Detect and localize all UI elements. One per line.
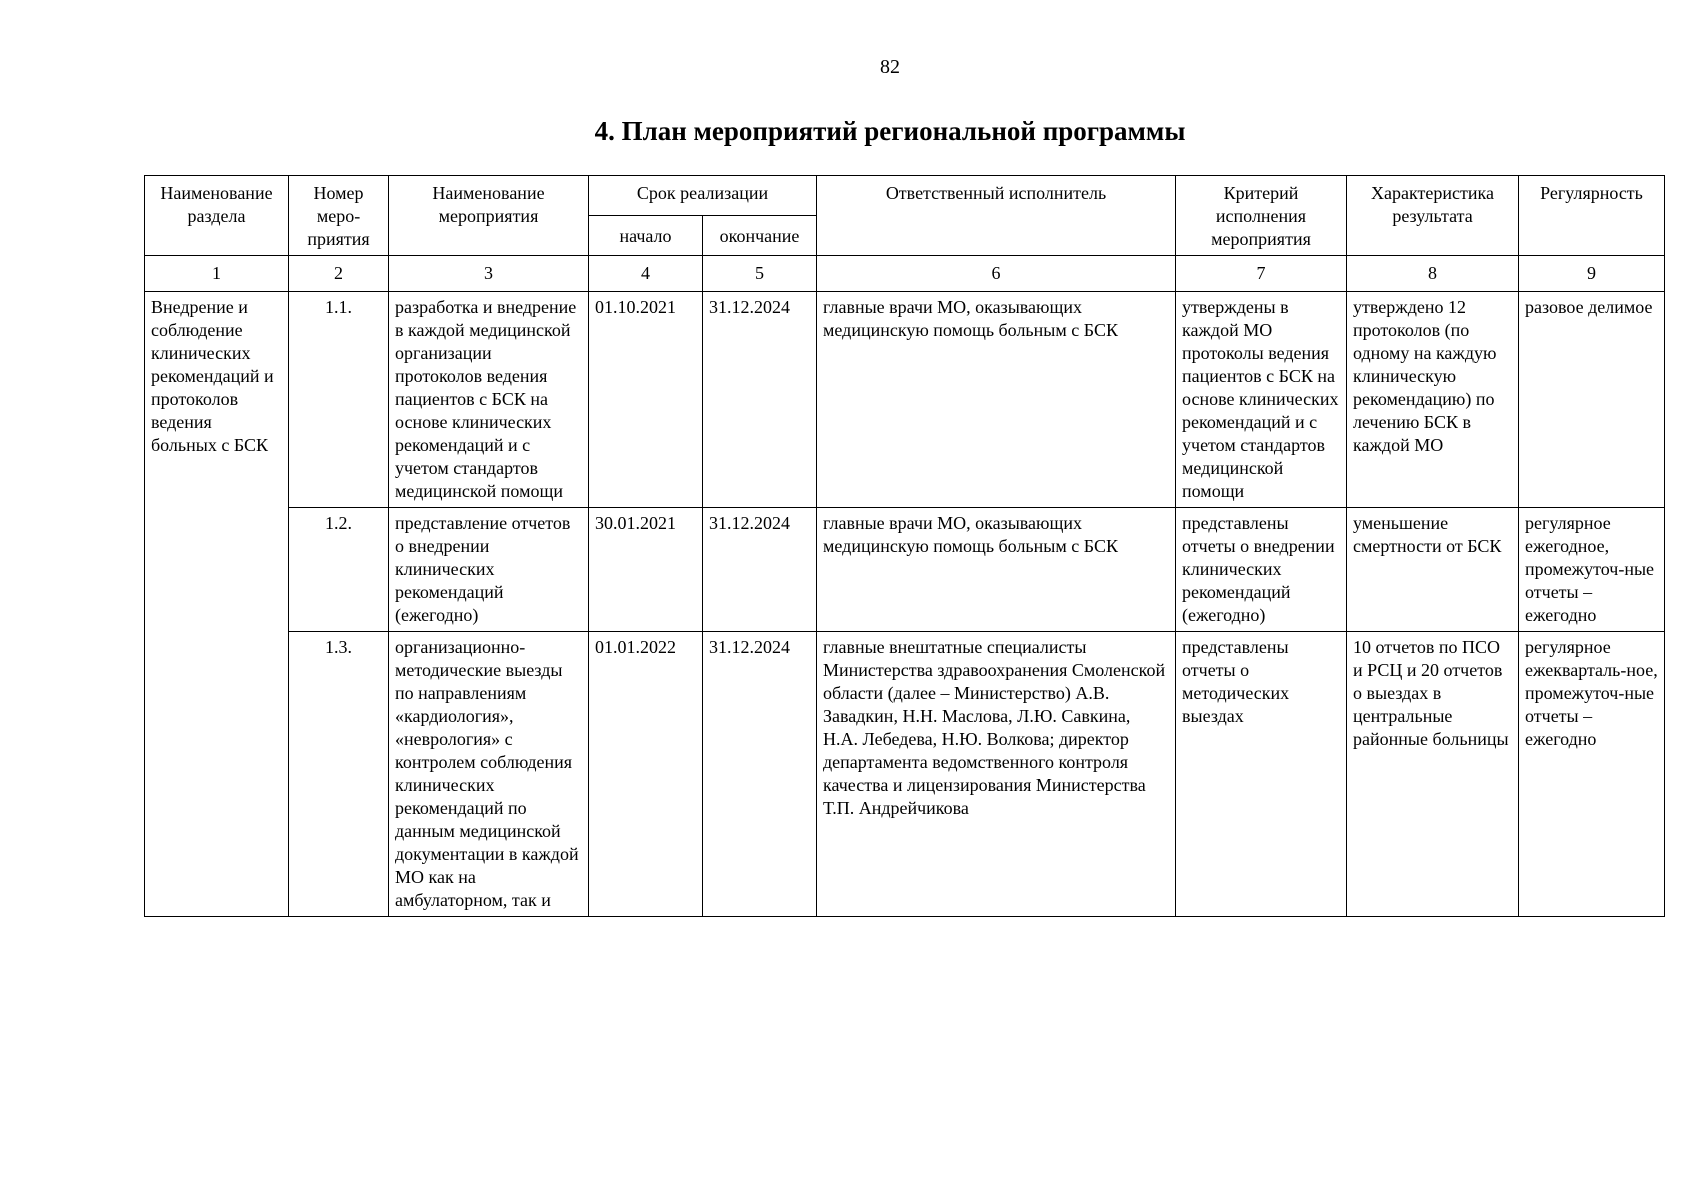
end-date-cell: 31.12.2024 — [703, 292, 817, 508]
result-cell: уменьшение смертности от БСК — [1347, 508, 1519, 632]
header-event-name: Наименование мероприятия — [389, 176, 589, 256]
regularity-cell: разовое делимое — [1519, 292, 1665, 508]
criterion-cell: утверждены в каждой МО протоколы ведения пациентов с БСК на основе клинических рекомендаций и с учетом стандартов медицинской помощи — [1176, 292, 1347, 508]
header-period: Срок реализации — [589, 176, 817, 216]
table-row — [145, 292, 1665, 508]
result-cell: утверждено 12 протоколов (по одному на каждую клиническую рекомендацию) по лечению БСК в каждой МО — [1347, 292, 1519, 508]
start-date-cell: 01.01.2022 — [589, 632, 703, 917]
end-date-cell: 31.12.2024 — [703, 508, 817, 632]
regularity-cell: регулярное ежекварталь-ное, промежуточ-ные отчеты – ежегодно — [1519, 632, 1665, 917]
responsible-cell: главные врачи МО, оказывающих медицинскую помощь больным с БСК — [817, 508, 1176, 632]
column-number: 5 — [703, 256, 817, 292]
start-date-cell: 01.10.2021 — [589, 292, 703, 508]
header-section-name: Наименование раздела — [145, 176, 289, 256]
column-number: 7 — [1176, 256, 1347, 292]
event-name-cell: представление отчетов о внедрении клинических рекомендаций (ежегодно) — [389, 508, 589, 632]
header-responsible: Ответственный исполнитель — [817, 176, 1176, 256]
criterion-cell: представлены отчеты о методических выездах — [1176, 632, 1347, 917]
header-criterion: Критерий исполнения мероприятия — [1176, 176, 1347, 256]
event-number-cell: 1.2. — [289, 508, 389, 632]
section-name-cell: Внедрение и соблюдение клинических рекомендаций и протоколов ведения больных с БСК — [145, 292, 289, 917]
plan-table — [144, 175, 1665, 917]
page-number: 82 — [880, 56, 900, 78]
header-event-number: Номер меро-приятия — [289, 176, 389, 256]
table-row — [145, 632, 1665, 917]
regularity-cell: регулярное ежегодное, промежуточ-ные отчеты – ежегодно — [1519, 508, 1665, 632]
criterion-cell: представлены отчеты о внедрении клинических рекомендаций (ежегодно) — [1176, 508, 1347, 632]
column-number: 9 — [1519, 256, 1665, 292]
header-row — [145, 176, 1665, 216]
header-start: начало — [589, 216, 703, 256]
header-regularity: Регулярность — [1519, 176, 1665, 256]
column-number: 4 — [589, 256, 703, 292]
column-number-row — [145, 256, 1665, 292]
event-number-cell: 1.3. — [289, 632, 389, 917]
result-cell: 10 отчетов по ПСО и РСЦ и 20 отчетов о выездах в центральные районные больницы — [1347, 632, 1519, 917]
responsible-cell: главные врачи МО, оказывающих медицинскую помощь больным с БСК — [817, 292, 1176, 508]
event-name-cell: разработка и внедрение в каждой медицинской организации протоколов ведения пациентов с БСК на основе клинических рекомендаций и с учетом стандартов медицинской помощи — [389, 292, 589, 508]
event-name-cell: организационно-методические выезды по направлениям «кардиология», «неврология» с контролем соблюдения клинических рекомендаций по данным медицинской документации в каждой МО как на амбулаторном, так и — [389, 632, 589, 917]
page-title: 4. План мероприятий региональной программы — [594, 116, 1186, 146]
responsible-cell: главные внештатные специалисты Министерства здравоохранения Смоленской области (далее – Министерство) А.В. Завадкин, Н.Н. Маслова, Л.Ю. Савкина, Н.А. Лебедева, Н.Ю. Волкова; директор департамента ведомственного контроля качества и лицензирования Министерства Т.П. Андрейчикова — [817, 632, 1176, 917]
column-number: 6 — [817, 256, 1176, 292]
event-number-cell: 1.1. — [289, 292, 389, 508]
header-result: Характеристика результата — [1347, 176, 1519, 256]
column-number: 1 — [145, 256, 289, 292]
start-date-cell: 30.01.2021 — [589, 508, 703, 632]
column-number: 3 — [389, 256, 589, 292]
table-row — [145, 508, 1665, 632]
column-number: 8 — [1347, 256, 1519, 292]
header-end: окончание — [703, 216, 817, 256]
column-number: 2 — [289, 256, 389, 292]
end-date-cell: 31.12.2024 — [703, 632, 817, 917]
